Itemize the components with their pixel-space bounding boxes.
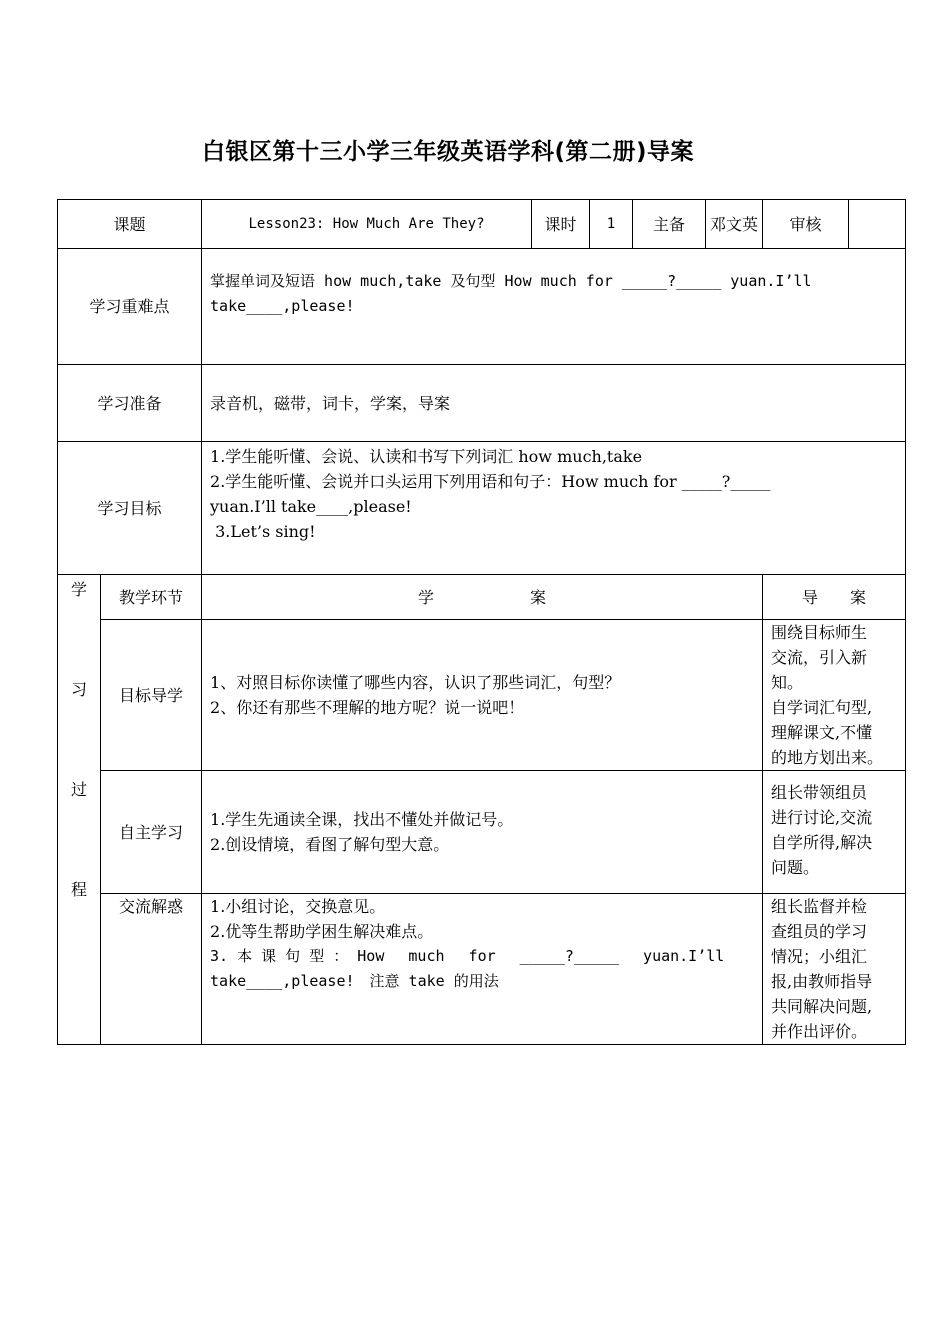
guide-3-line-4: 报,由教师指导 <box>771 972 873 991</box>
preparation-row <box>58 365 906 442</box>
side-char-1: 学 <box>70 580 87 599</box>
objective-line-3: yuan.I’ll take____,please! <box>210 497 412 516</box>
process-row-3 <box>58 894 906 1045</box>
key-points-line-2: take____,please! <box>210 297 355 315</box>
study-1-line-2: 2、你还有那些不理解的地方呢？说一说吧！ <box>210 698 525 717</box>
period-label: 课时 <box>532 200 590 249</box>
guide-1 <box>763 620 906 771</box>
process-header-row <box>58 575 906 620</box>
topic-value: Lesson23: How Much Are They? <box>202 200 532 249</box>
col-study-header: 学 案 <box>202 575 763 620</box>
guide-3 <box>763 894 906 1045</box>
stage-1: 目标导学 <box>101 620 202 771</box>
study-1 <box>202 620 763 771</box>
guide-1-line-5: 理解课文,不懂 <box>771 723 873 742</box>
guide-2-line-3: 自学所得,解决 <box>771 833 873 852</box>
study-3-line-1: 1.小组讨论，交换意见。 <box>210 897 386 916</box>
period-value: 1 <box>590 200 633 249</box>
col-guide-header: 导 案 <box>763 575 906 620</box>
guide-3-line-1: 组长监督并检 <box>771 897 868 916</box>
study-2-line-2: 2.创设情境，看图了解句型大意。 <box>210 835 450 854</box>
study-3 <box>202 894 763 1045</box>
objectives-content <box>202 442 906 575</box>
lesson-plan-table <box>57 199 906 1045</box>
guide-2-line-4: 问题。 <box>771 858 820 877</box>
process-side-label <box>58 575 101 1045</box>
study-1-line-1: 1、对照目标你读懂了哪些内容，认识了那些词汇，句型？ <box>210 673 621 692</box>
guide-2-line-1: 组长带领组员 <box>771 783 868 802</box>
guide-1-line-6: 的地方划出来。 <box>771 748 884 767</box>
guide-1-line-1: 围绕目标师生 <box>771 623 868 642</box>
preparation-label: 学习准备 <box>58 365 202 442</box>
guide-1-line-3: 知。 <box>771 673 804 692</box>
process-row-1 <box>58 620 906 771</box>
side-char-3: 过 <box>70 780 87 799</box>
objective-line-2: 2.学生能听懂、会说并口头运用下列用语和句子：How much for _____?_____ <box>210 472 771 491</box>
guide-3-line-2: 查组员的学习 <box>771 922 868 941</box>
review-value <box>849 200 906 249</box>
stage-3: 交流解惑 <box>101 894 202 1045</box>
guide-3-line-3: 情况；小组汇 <box>771 947 868 966</box>
topic-label: 课题 <box>58 200 202 249</box>
header-row <box>58 200 906 249</box>
page-title: 白银区第十三小学三年级英语学科(第二册)导案 <box>201 139 695 165</box>
key-points-content <box>202 249 906 365</box>
lead-value: 邓文英 <box>706 200 763 249</box>
review-label: 审核 <box>763 200 849 249</box>
study-3-line-2: 2.优等生帮助学困生解决难点。 <box>210 922 434 941</box>
study-3-line-3: 3. 本 课 句 型 ： How much for _____?_____ yuan.I’ll <box>210 947 725 965</box>
key-points-line-1: 掌握单词及短语 how much,take 及句型 How much for _____?_____ yuan.I’ll <box>210 272 812 290</box>
stage-2: 自主学习 <box>101 771 202 894</box>
study-2-line-1: 1.学生先通读全课，找出不懂处并做记号。 <box>210 810 514 829</box>
guide-1-line-2: 交流，引入新 <box>771 648 868 667</box>
objectives-label: 学习目标 <box>58 442 202 575</box>
col-stage-header: 教学环节 <box>101 575 202 620</box>
study-2 <box>202 771 763 894</box>
guide-3-line-5: 共同解决问题, <box>771 997 873 1016</box>
process-row-2 <box>58 771 906 894</box>
lead-label: 主备 <box>633 200 706 249</box>
preparation-text: 录音机，磁带，词卡，学案，导案 <box>202 365 906 442</box>
guide-1-line-4: 自学词汇句型, <box>771 698 873 717</box>
guide-2-line-2: 进行讨论,交流 <box>771 808 873 827</box>
key-points-row <box>58 249 906 365</box>
guide-3-line-6: 并作出评价。 <box>771 1022 868 1041</box>
side-char-2: 习 <box>70 680 87 699</box>
objective-line-1: 1.学生能听懂、会说、认读和书写下列词汇 how much,take <box>210 447 643 466</box>
side-char-4: 程 <box>70 880 87 899</box>
objectives-row <box>58 442 906 575</box>
guide-2 <box>763 771 906 894</box>
key-points-label: 学习重难点 <box>58 249 202 365</box>
study-3-line-4: take____,please! 注意 take 的用法 <box>210 972 499 990</box>
objective-line-4: 3.Let’s sing! <box>210 522 316 541</box>
